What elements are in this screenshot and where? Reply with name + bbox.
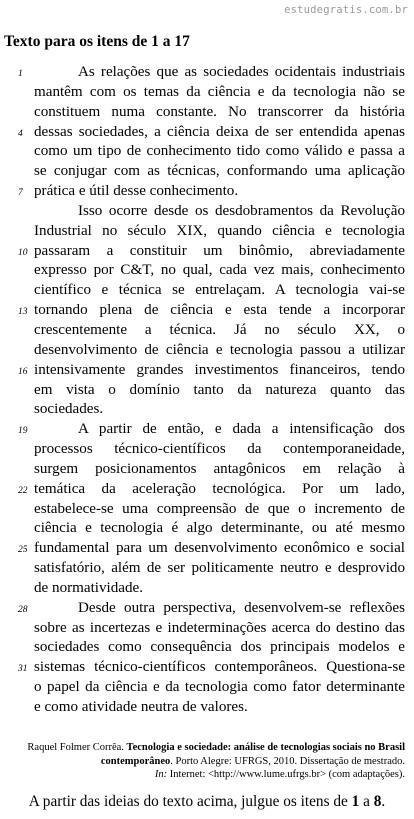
- passage-line: [0, 638, 414, 658]
- source-author: Raquel Folmer Corrêa.: [27, 742, 124, 753]
- line-text: sociedades.: [34, 401, 104, 418]
- passage-line: [0, 103, 414, 123]
- source-title: Tecnologia e sociedade: análise de tecnologias sociais no Brasil contemporâneo: [100, 742, 405, 767]
- passage-line: [0, 341, 414, 361]
- line-text: desenvolvimento de ciência e tecnologia passou a utilizar: [34, 341, 405, 358]
- line-number: 31: [18, 664, 28, 675]
- line-number: 22: [18, 485, 28, 496]
- line-text: sociedades como consequência dos principais modelos e: [34, 639, 405, 656]
- line-text: sistemas técnico-científicos contemporâneos. Questiona-se: [34, 659, 405, 676]
- instruction-from: 1: [351, 793, 360, 810]
- passage-line: [0, 162, 414, 182]
- instruction: [0, 793, 414, 811]
- line-number: 1: [18, 69, 23, 79]
- line-text: ciência e tecnologia é algo determinante, ou até mesmo: [34, 520, 405, 537]
- passage-line: [0, 519, 414, 539]
- passage: [0, 63, 414, 718]
- passage-line: [0, 142, 414, 162]
- passage-line: [0, 361, 414, 381]
- line-number: 28: [18, 604, 28, 615]
- page-title: Texto para os itens de 1 a 17: [4, 33, 190, 50]
- passage-line: [0, 321, 414, 341]
- line-text: Industrial no século XIX, quando ciência e tecnologia: [34, 222, 405, 239]
- line-text: satisfatório, além de ser politicamente neutro e desprovido: [34, 560, 405, 577]
- passage-line: [0, 202, 414, 222]
- source-line-2: [25, 768, 405, 782]
- passage-line: [0, 381, 414, 401]
- passage-line: [0, 579, 414, 599]
- watermark: estudegratis.com.br: [284, 4, 408, 16]
- line-number: 13: [18, 307, 28, 318]
- line-text: como um tipo de conhecimento tido como válido e passa a: [34, 143, 405, 160]
- line-text: dessas sociedades, a ciência deixa de ser entendida apenas: [34, 123, 405, 140]
- line-text: A partir de então, e dada a intensificação dos: [78, 421, 405, 438]
- line-text: o papel da ciência e da tecnologia como fator determinante: [34, 679, 405, 696]
- line-text: crescentemente a técnica. Já no século XX, o: [34, 321, 405, 338]
- passage-line: [0, 281, 414, 301]
- passage-line: [0, 599, 414, 619]
- line-text: As relações que as sociedades ocidentais industriais: [78, 64, 405, 80]
- line-text: mantêm com os temas da ciência e da tecnologia não se: [34, 83, 405, 100]
- line-text: intensivamente grandes investimentos financeiros, tendo: [34, 361, 405, 378]
- passage-line: [0, 460, 414, 480]
- line-number: 19: [18, 426, 28, 437]
- passage-line: [0, 222, 414, 242]
- passage-line: [0, 63, 414, 83]
- passage-line: [0, 83, 414, 103]
- instruction-prefix: A partir das ideias do texto acima, julgue os itens de: [28, 793, 352, 810]
- source-publication: . Porto Alegre: UFRGS, 2010. Dissertação de mestrado.: [170, 755, 405, 767]
- passage-line: [0, 261, 414, 281]
- passage-line: [0, 619, 414, 639]
- source-in-label: In:: [154, 769, 168, 780]
- passage-line: [0, 500, 414, 520]
- passage-line: [0, 480, 414, 500]
- passage-line: [0, 301, 414, 321]
- passage-line: [0, 678, 414, 698]
- line-text: expresso por C&T, no qual, cada vez mais, conhecimento: [34, 262, 405, 279]
- instruction-suffix: .: [381, 793, 386, 810]
- passage-line: [0, 420, 414, 440]
- source-citation: [25, 741, 405, 782]
- line-text: temática da aceleração tecnológica. Por um lado,: [34, 480, 405, 497]
- line-text: estabelece-se uma compreensão de que o incremento de: [34, 500, 405, 517]
- passage-line: [0, 123, 414, 143]
- line-text: científico e técnica se entrelaçam. A tecnologia vai-se: [34, 282, 405, 299]
- passage-line: [0, 400, 414, 420]
- line-text: Isso ocorre desde os desdobramentos da Revolução: [78, 202, 405, 219]
- instruction-connector: a: [359, 793, 374, 810]
- passage-line: [0, 698, 414, 718]
- line-text: Desde outra perspectiva, desenvolvem-se reflexões: [78, 599, 405, 616]
- line-text: processos técnico-científicos da contemporaneidade,: [34, 441, 405, 458]
- passage-line: [0, 658, 414, 678]
- line-text: surgem posicionamentos antagônicos em relação à: [34, 460, 405, 477]
- line-text: sobre as incertezas e indeterminações acerca do destino das: [34, 619, 405, 636]
- line-text: prática e útil desse conhecimento.: [34, 183, 239, 200]
- passage-line: [0, 182, 414, 202]
- line-number: 10: [18, 247, 28, 258]
- line-text: se conjugar com as técnicas, conformando uma aplicação: [34, 163, 405, 180]
- line-number: 4: [18, 128, 23, 139]
- passage-line: [0, 559, 414, 579]
- source-internet: Internet: <http://www.lume.ufrgs.br> (com adaptações).: [169, 769, 405, 780]
- passage-line: [0, 539, 414, 559]
- line-number: 16: [18, 366, 28, 377]
- instruction-to: 8: [373, 793, 382, 810]
- line-text: fundamental para um desenvolvimento econômico e social: [34, 540, 405, 557]
- line-text: e como atividade neutra de valores.: [34, 699, 248, 715]
- source-line-1: [25, 741, 405, 768]
- line-text: constituem numa constante. No transcorrer da história: [34, 103, 405, 120]
- passage-line: [0, 242, 414, 262]
- line-number: 25: [18, 545, 28, 556]
- line-number: 7: [18, 188, 23, 199]
- line-text: de normatividade.: [34, 579, 143, 596]
- passage-line: [0, 440, 414, 460]
- line-text: tornando plena de ciência e esta tende a incorporar: [34, 302, 405, 319]
- line-text: em vista o domínio tanto da natureza quanto das: [34, 381, 405, 398]
- line-text: passaram a constituir um binômio, abreviadamente: [34, 242, 405, 259]
